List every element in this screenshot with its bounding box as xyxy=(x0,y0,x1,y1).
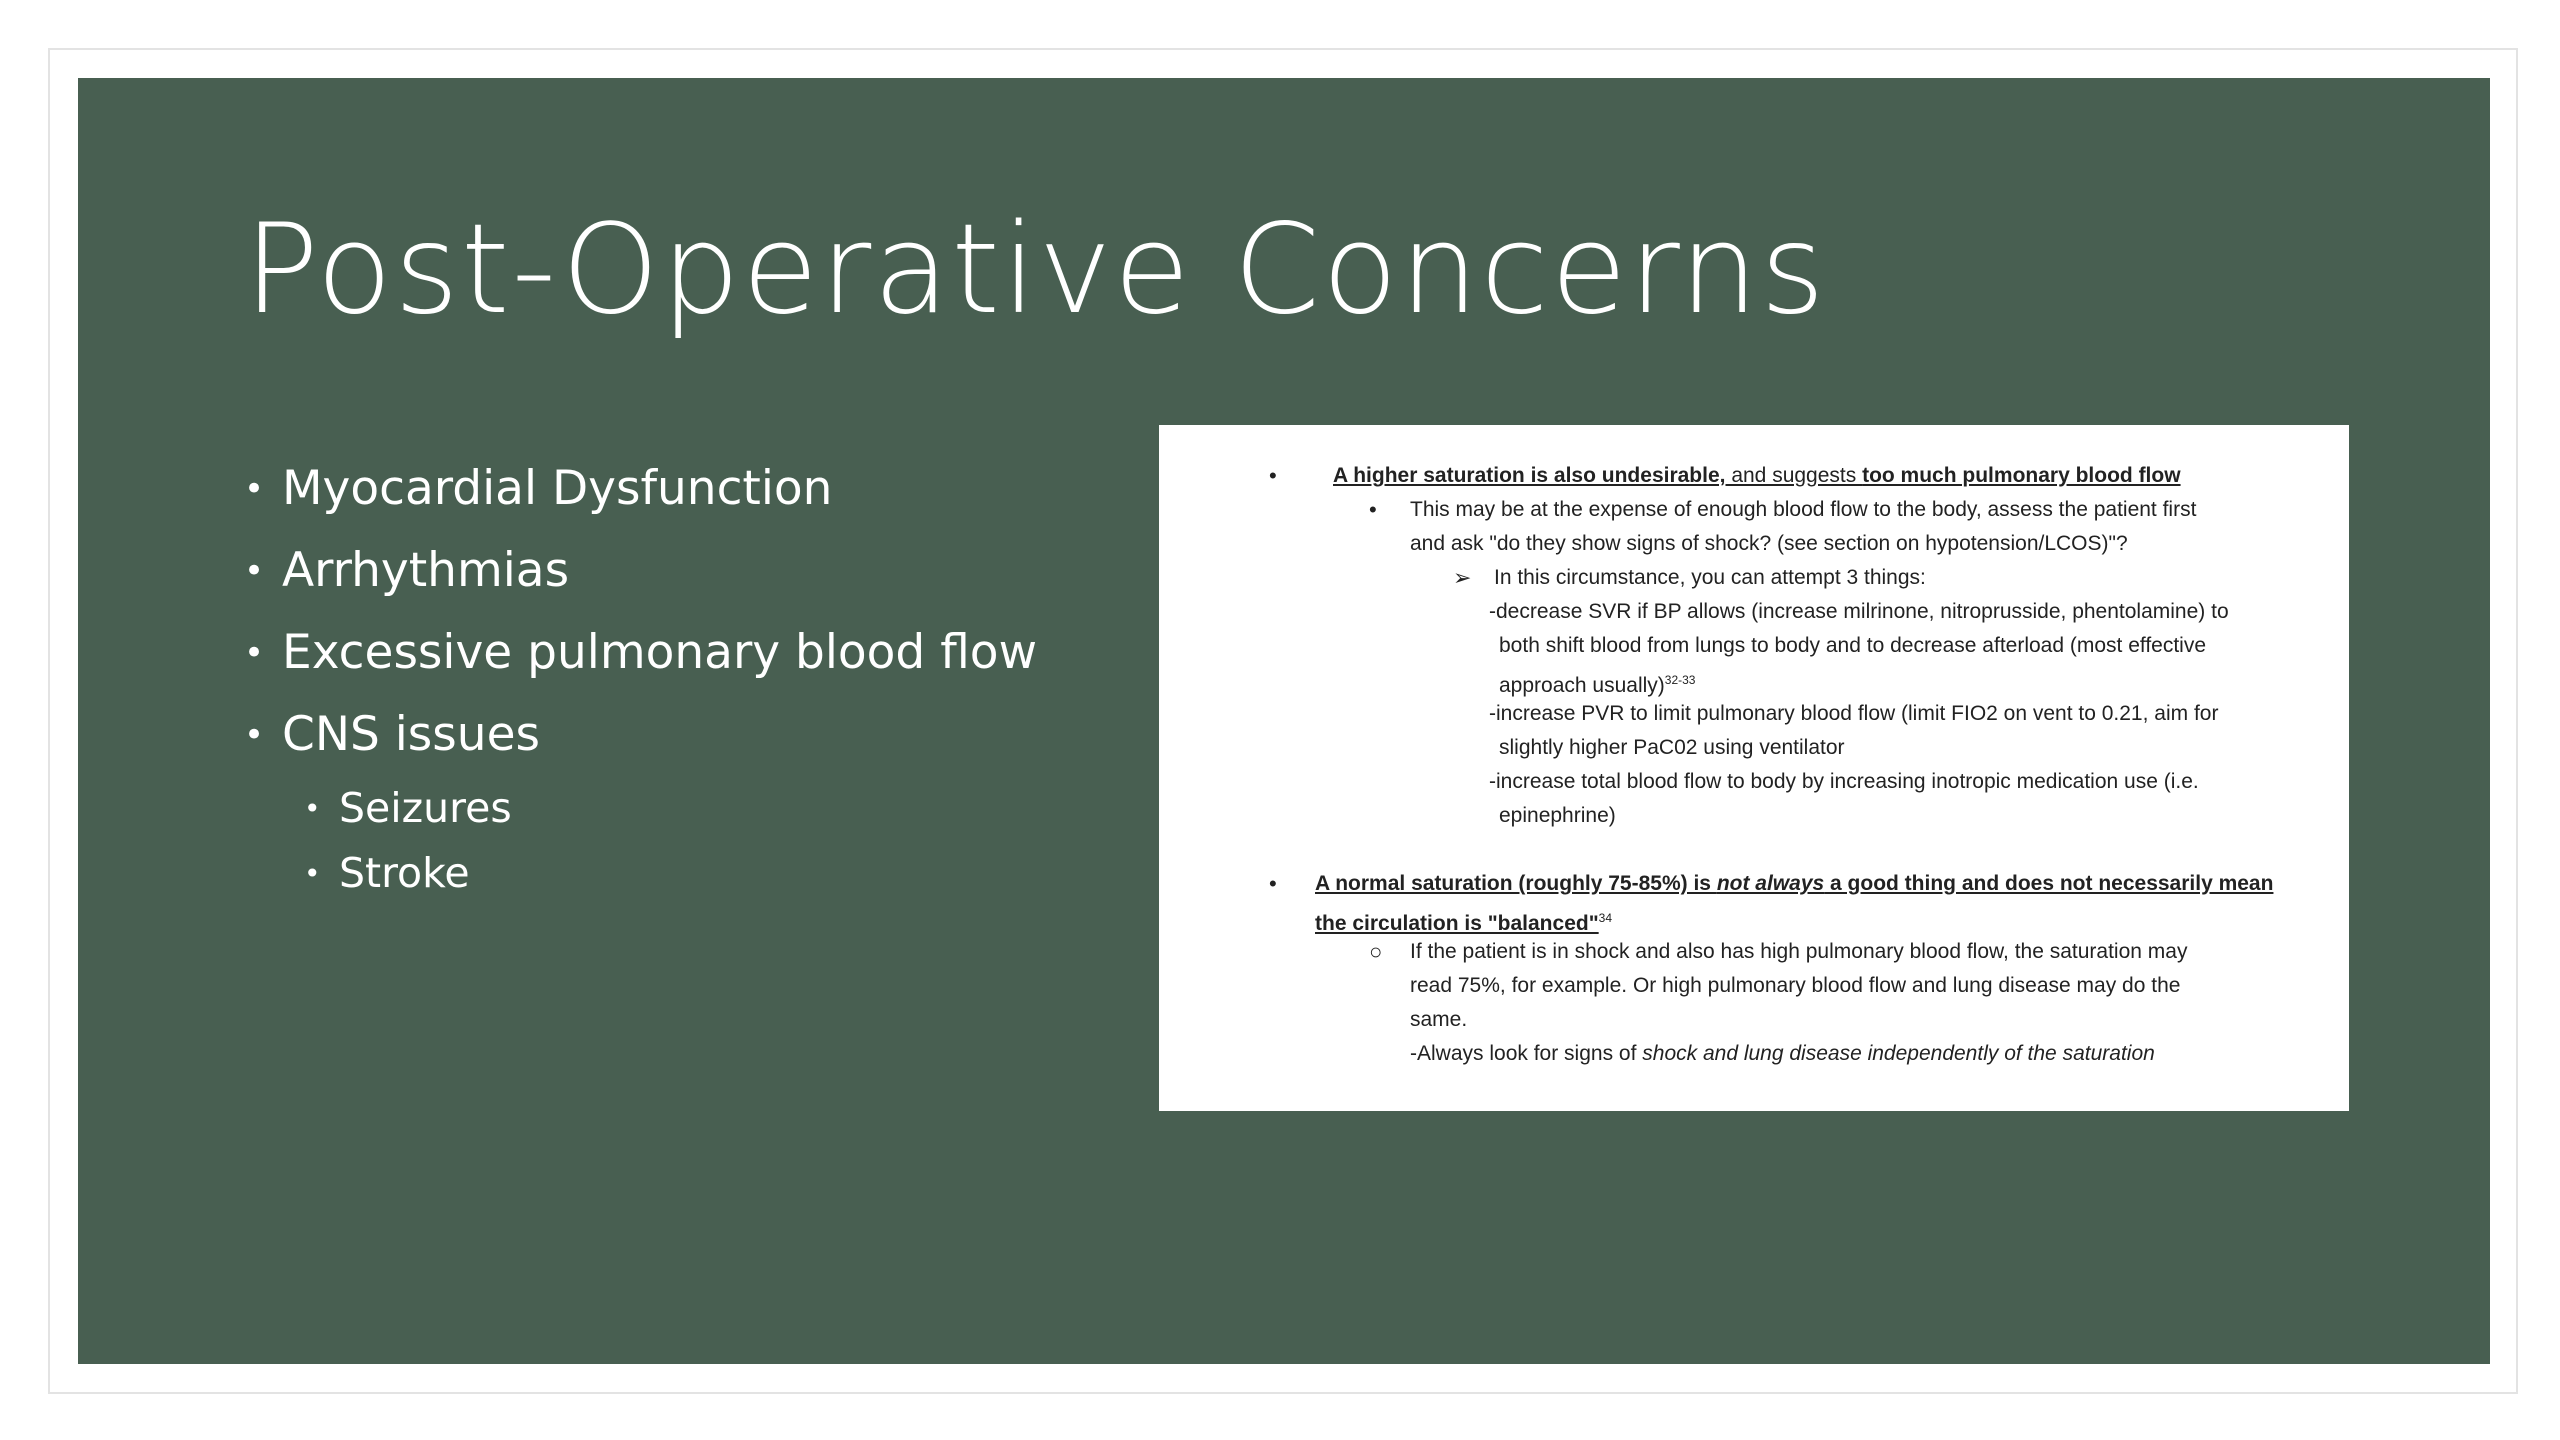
doc-line: In this circumstance, you can attempt 3 things: xyxy=(1494,566,1926,589)
bullet-icon: • xyxy=(1369,497,1377,522)
bullet-icon: • xyxy=(1269,463,1277,488)
slide xyxy=(78,78,2490,1364)
document-excerpt-image xyxy=(1159,425,2349,1111)
bullet-list xyxy=(244,448,1037,906)
doc-line: read 75%, for example. Or high pulmonary blood flow and lung disease may do the xyxy=(1410,974,2181,997)
bullet-item: • Arrhythmias xyxy=(244,530,1037,612)
doc-line: slightly higher PaC02 using ventilator xyxy=(1499,736,1845,759)
sub-bullet-item: • Stroke xyxy=(244,841,1037,906)
doc-line: both shift blood from lungs to body and to decrease afterload (most effective xyxy=(1499,634,2207,657)
doc-heading-1: A higher saturation is also undesirable, and suggests too much pulmonary blood flow xyxy=(1333,464,2181,487)
doc-line: approach usually)$^{32-33}$ xyxy=(1499,673,1696,697)
doc-line: -Always look for signs of shock and lung disease independently of the saturation xyxy=(1410,1042,2155,1065)
doc-line: This may be at the expense of enough blood flow to the body, assess the patient first xyxy=(1410,498,2197,521)
doc-line: same. xyxy=(1410,1008,1468,1031)
doc-line: -increase total blood flow to body by increasing inotropic medication use (i.e. xyxy=(1489,770,2199,793)
doc-line: and ask "do they show signs of shock? (see section on hypotension/LCOS)"? xyxy=(1410,532,2128,555)
slide-title: Post-Operative Concerns xyxy=(244,198,1827,342)
bullet-item: • CNS issues xyxy=(244,694,1037,776)
circle-bullet-icon: ○ xyxy=(1369,939,1383,964)
sub-bullet-item: • Seizures xyxy=(244,776,1037,841)
bullet-item: • Excessive pulmonary blood flow xyxy=(244,612,1037,694)
doc-heading-2: A normal saturation (roughly 75-85%) is not always a good thing and does not necessarily mean xyxy=(1315,872,2274,895)
bullet-icon: • xyxy=(1269,871,1277,896)
doc-line: epinephrine) xyxy=(1499,804,1616,827)
bullet-item: • Myocardial Dysfunction xyxy=(244,448,1037,530)
doc-line: -decrease SVR if BP allows (increase milrinone, nitroprusside, phentolamine) to xyxy=(1489,600,2229,623)
doc-heading-2-cont: the circulation is "balanced"$^{34}$ xyxy=(1315,911,1613,935)
arrow-bullet-icon: ➢ xyxy=(1453,565,1472,590)
doc-line: If the patient is in shock and also has high pulmonary blood flow, the saturation may xyxy=(1410,940,2188,963)
doc-line: -increase PVR to limit pulmonary blood flow (limit FIO2 on vent to 0.21, aim for xyxy=(1489,702,2219,725)
